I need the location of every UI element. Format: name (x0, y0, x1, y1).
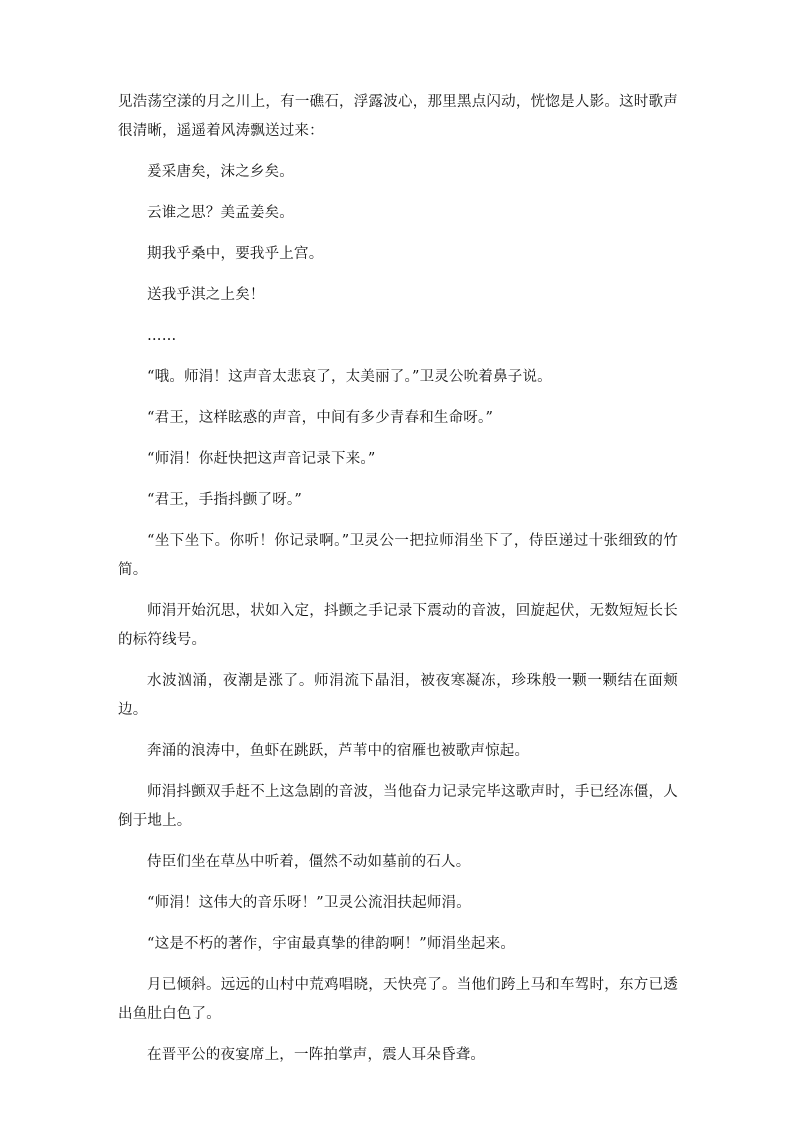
paragraph-8: “君王，这样眩惑的声音，中间有多少青春和生命呀。” (147, 410, 494, 426)
paragraph-18: “这是不朽的著作，宇宙最真挚的律韵啊！”师涓坐起来。 (147, 936, 516, 952)
paragraph-16: 侍臣们坐在草丛中听着，僵然不动如墓前的石人。 (147, 854, 471, 870)
paragraph-10: “君王，手指抖颤了呀。” (147, 492, 302, 508)
document-page (118, 88, 678, 1082)
poem-line-2: 云谁之思？美孟姜矣。 (147, 205, 294, 221)
poem-line-4: 送我乎淇之上矣！ (147, 287, 265, 303)
poem-line-3: 期我乎桑中，要我乎上宫。 (147, 246, 324, 262)
paragraph-1: 见浩荡空漾的月之川上，有一礁石，浮露波心，那里黑点闪动，恍惚是人影。这时歌声很清晰，遥遥着风涛飘送过来： (118, 94, 678, 139)
paragraph-17: “师涓！这伟大的音乐呀！”卫灵公流泪扶起师涓。 (147, 895, 471, 911)
paragraph-20: 在晋平公的夜宴席上，一阵拍掌声，震人耳朵昏聋。 (147, 1047, 486, 1063)
paragraph-9: “师涓！你赶快把这声音记录下来。” (147, 451, 376, 467)
ellipsis-line: …… (147, 328, 177, 344)
paragraph-12: 师涓开始沉思，状如入定，抖颤之手记录下震动的音波，回旋起伏，无数短短长长的标符线号。 (118, 603, 678, 648)
poem-line-1: 爰采唐矣，沫之乡矣。 (147, 164, 294, 180)
paragraph-7: “哦。师涓！这声音太悲哀了，太美丽了。”卫灵公吮着鼻子说。 (147, 369, 552, 385)
paragraph-19: 月已倾斜。远远的山村中荒鸡唱晓，天快亮了。当他们跨上马和车驾时，东方已透出鱼肚白色了。 (118, 977, 678, 1022)
paragraph-14: 奔涌的浪涛中，鱼虾在跳跃，芦苇中的宿雁也被歌声惊起。 (147, 743, 530, 759)
paragraph-13: 水波汹涌，夜潮是涨了。师涓流下晶泪，被夜寒凝冻，珍珠般一颗一颗结在面颊边。 (118, 673, 678, 718)
paragraph-15: 师涓抖颤双手赶不上这急剧的音波，当他奋力记录完毕这歌声时，手已经冻僵，人倒于地上。 (118, 784, 678, 829)
paragraph-11: “坐下坐下。你听！你记录啊。”卫灵公一把拉师涓坐下了，侍臣递过十张细致的竹简。 (118, 533, 678, 578)
